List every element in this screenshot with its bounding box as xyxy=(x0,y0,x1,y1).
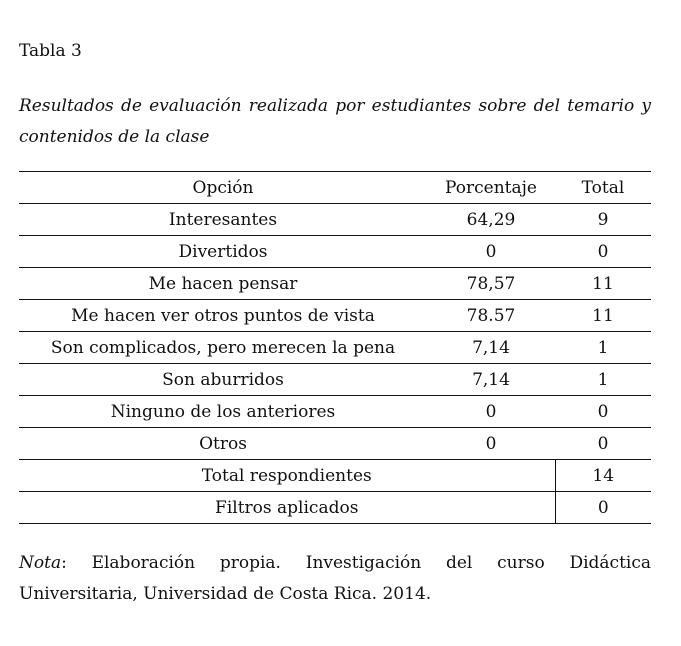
row-percentage: 78.57 xyxy=(427,300,555,332)
table-row xyxy=(19,236,651,268)
row-percentage: 7,14 xyxy=(427,332,555,364)
row-percentage: 0 xyxy=(427,428,555,460)
summary-label: Filtros aplicados xyxy=(19,492,555,524)
row-option: Divertidos xyxy=(19,236,427,268)
table-row xyxy=(19,268,651,300)
table-header-row xyxy=(19,172,651,204)
table-row xyxy=(19,428,651,460)
summary-label: Total respondientes xyxy=(19,460,555,492)
row-percentage: 78,57 xyxy=(427,268,555,300)
summary-row xyxy=(19,492,651,524)
row-total: 0 xyxy=(555,236,651,268)
header-percentage: Porcentaje xyxy=(427,172,555,204)
table-number: Tabla 3 xyxy=(19,41,82,61)
row-total: 11 xyxy=(555,300,651,332)
row-option: Son complicados, pero merecen la pena xyxy=(19,332,427,364)
summary-row xyxy=(19,460,651,492)
row-option: Ninguno de los anteriores xyxy=(19,396,427,428)
header-option: Opción xyxy=(19,172,427,204)
row-option: Me hacen pensar xyxy=(19,268,427,300)
results-table xyxy=(19,171,651,524)
row-percentage: 64,29 xyxy=(427,204,555,236)
row-total: 9 xyxy=(555,204,651,236)
row-option: Son aburridos xyxy=(19,364,427,396)
row-option: Interesantes xyxy=(19,204,427,236)
header-total: Total xyxy=(555,172,651,204)
row-option: Otros xyxy=(19,428,427,460)
table-note xyxy=(19,548,651,610)
row-percentage: 0 xyxy=(427,396,555,428)
row-percentage: 0 xyxy=(427,236,555,268)
table-row xyxy=(19,332,651,364)
row-total: 1 xyxy=(555,364,651,396)
row-option: Me hacen ver otros puntos de vista xyxy=(19,300,427,332)
note-label: Nota xyxy=(19,553,62,573)
table-row xyxy=(19,364,651,396)
table-row xyxy=(19,300,651,332)
row-total: 0 xyxy=(555,396,651,428)
summary-value: 14 xyxy=(555,460,651,492)
summary-value: 0 xyxy=(555,492,651,524)
table-row xyxy=(19,204,651,236)
row-percentage: 7,14 xyxy=(427,364,555,396)
table-title: Resultados de evaluación realizada por estudiantes sobre del temario y contenidos de la clase xyxy=(19,96,651,147)
row-total: 11 xyxy=(555,268,651,300)
row-total: 0 xyxy=(555,428,651,460)
row-total: 1 xyxy=(555,332,651,364)
table-row xyxy=(19,396,651,428)
note-text: : Elaboración propia. Investigación del curso Didáctica Universitaria, Universidad de Costa Rica. 2014. xyxy=(19,553,651,604)
